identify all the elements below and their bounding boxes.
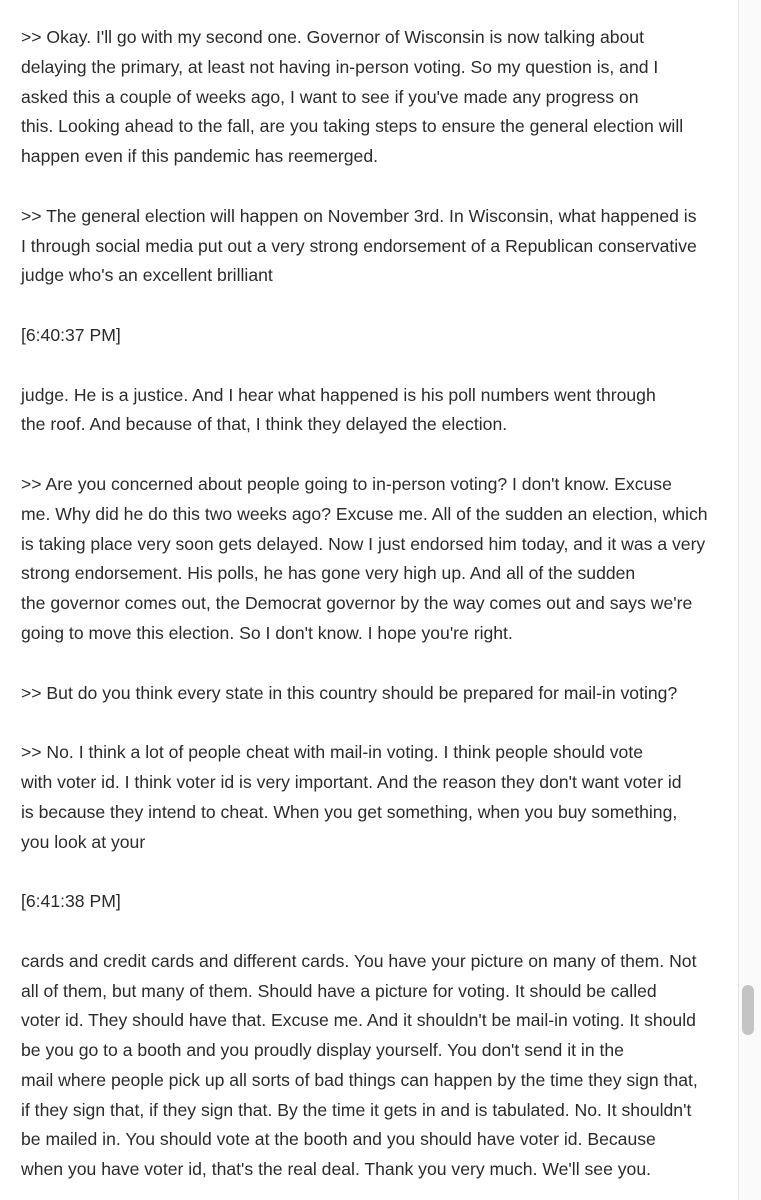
transcript-line: going to move this election. So I don't know. I hope you're right.	[21, 622, 513, 643]
transcript-line: this. Looking ahead to the fall, are you taking steps to ensure the general election will	[21, 116, 684, 137]
transcript-line: strong endorsement. His polls, he has gone very high up. And all of the sudden	[21, 563, 636, 584]
transcript-line: is because they intend to cheat. When you get something, when you buy something,	[21, 801, 678, 822]
paragraph-gap	[21, 857, 737, 887]
transcript-line: be mailed in. You should vote at the booth and you should have voter id. Because	[21, 1129, 656, 1150]
transcript-line: >> No. I think a lot of people cheat with mail-in voting. I think people should vote	[21, 742, 644, 763]
paragraph-gap	[21, 917, 737, 947]
transcript-line: you look at your	[21, 831, 146, 852]
transcript-line: happen even if this pandemic has reemerged.	[21, 146, 378, 167]
paragraph-gap	[21, 708, 737, 738]
transcript-line: with voter id. I think voter id is very important. And the reason they don't want voter id	[21, 771, 682, 792]
transcript-line: >> But do you think every state in this country should be prepared for mail-in voting?	[21, 682, 678, 703]
transcript-content	[21, 23, 737, 1185]
paragraph-gap	[21, 172, 737, 202]
timestamp: [6:40:37 PM]	[21, 324, 121, 345]
paragraph-gap	[21, 291, 737, 321]
paragraph-gap	[21, 440, 737, 470]
transcript-paragraph	[21, 470, 737, 649]
transcript-paragraph	[21, 947, 737, 1185]
transcript-line: be you go to a booth and you proudly display yourself. You don't send it in the	[21, 1040, 624, 1061]
scrollbar-thumb[interactable]	[742, 985, 754, 1035]
transcript-paragraph	[21, 23, 737, 172]
transcript-paragraph	[21, 202, 737, 291]
transcript-line: >> Are you concerned about people going to in-person voting? I don't know. Excuse	[21, 473, 672, 494]
transcript-line: >> The general election will happen on November 3rd. In Wisconsin, what happened is	[21, 205, 697, 226]
transcript-line: asked this a couple of weeks ago, I want to see if you've made any progress on	[21, 86, 639, 107]
transcript-paragraph	[21, 738, 737, 857]
transcript-line: the roof. And because of that, I think they delayed the election.	[21, 414, 508, 435]
transcript-line: cards and credit cards and different cards. You have your picture on many of them. Not	[21, 950, 697, 971]
transcript-line: the governor comes out, the Democrat governor by the way comes out and says we're	[21, 593, 693, 614]
transcript-line: voter id. They should have that. Excuse me. And it shouldn't be mail-in voting. It should	[21, 1010, 696, 1031]
transcript-paragraph	[21, 381, 737, 441]
transcript-paragraph	[21, 679, 737, 709]
transcript-line: all of them, but many of them. Should have a picture for voting. It should be called	[21, 980, 657, 1001]
transcript-line: >> Okay. I'll go with my second one. Governor of Wisconsin is now talking about	[21, 27, 645, 47]
transcript-line: judge who's an excellent brilliant	[21, 265, 273, 286]
transcript-line: me. Why did he do this two weeks ago? Excuse me. All of the sudden an election, which	[21, 503, 708, 524]
transcript-line: is taking place very soon gets delayed. Now I just endorsed him today, and it was a very	[21, 533, 706, 554]
transcript-line: delaying the primary, at least not having in-person voting. So my question is, and I	[21, 56, 659, 77]
transcript-line: mail where people pick up all sorts of bad things can happen by the time they sign that,	[21, 1069, 698, 1090]
paragraph-gap	[21, 351, 737, 381]
transcript-line: if they sign that, if they sign that. By the time it gets in and is tabulated. No. It shouldn't	[21, 1099, 692, 1120]
paragraph-gap	[21, 649, 737, 679]
transcript-line: when you have voter id, that's the real deal. Thank you very much. We'll see you.	[21, 1159, 652, 1180]
timestamp: [6:41:38 PM]	[21, 891, 121, 912]
transcript-line: I through social media put out a very strong endorsement of a Republican conservative	[21, 235, 697, 256]
transcript-line: judge. He is a justice. And I hear what happened is his poll numbers went through	[21, 384, 656, 405]
